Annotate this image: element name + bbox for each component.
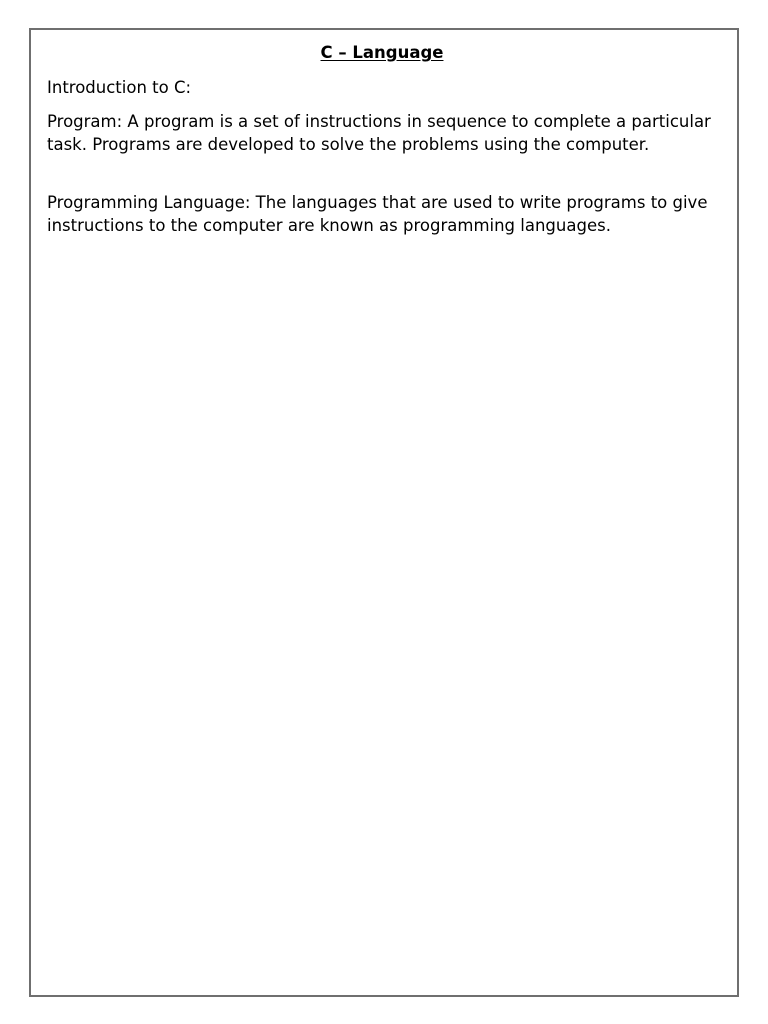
document-body <box>47 41 717 248</box>
intro-heading: Introduction to C: <box>47 78 192 97</box>
program-definition: Program: A program is a set of instructions in sequence to complete a particular task. Programs are developed to solve the problems using the computer. <box>47 112 711 154</box>
document-title: C – Language <box>320 43 444 62</box>
programming-language-definition: Programming Language: The languages that are used to write programs to give instructions to the computer are known as programming languages. <box>47 193 708 235</box>
